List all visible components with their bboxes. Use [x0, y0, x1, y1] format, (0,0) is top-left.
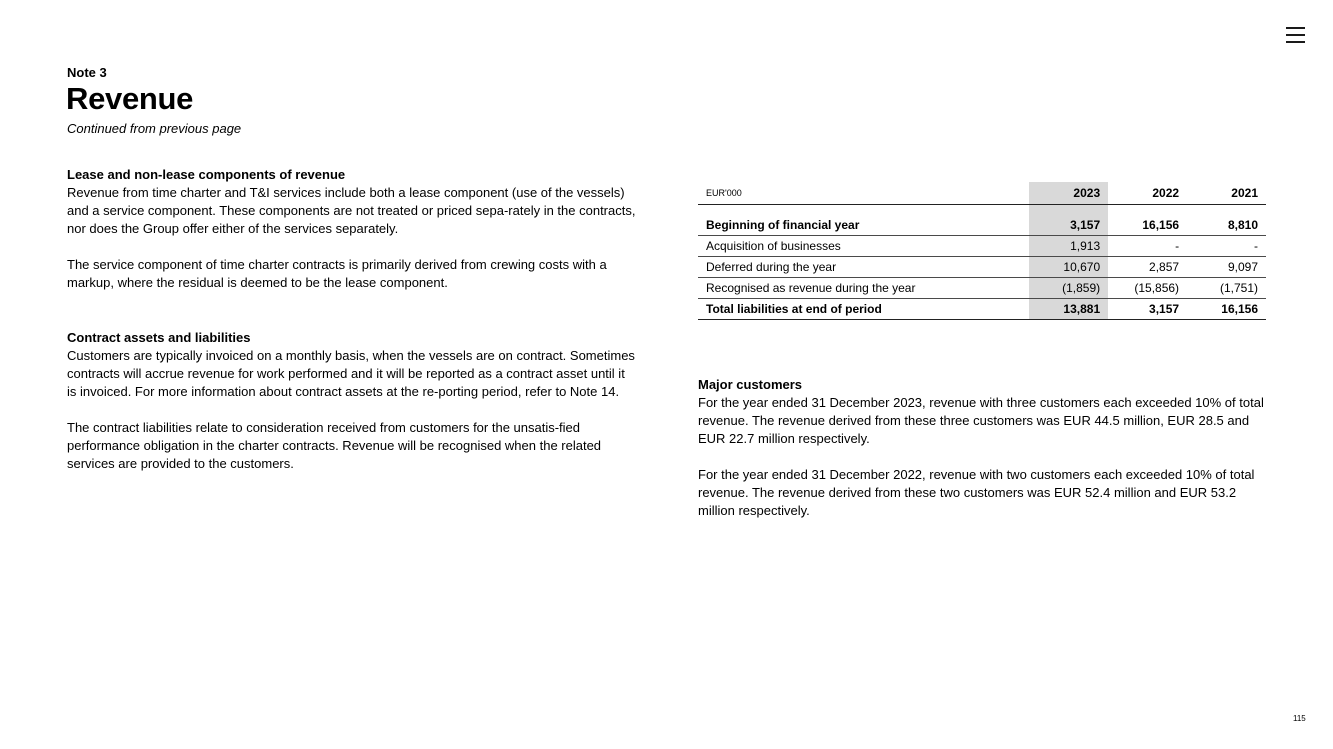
continued-note: Continued from previous page [67, 121, 242, 136]
hamburger-menu-icon[interactable] [1286, 26, 1306, 46]
cell-2021: (1,751) [1187, 278, 1266, 299]
cell-2021: - [1187, 236, 1266, 257]
table-row [698, 215, 1266, 236]
cell-2023: (1,859) [1029, 278, 1108, 299]
page-number: 115 [1293, 714, 1306, 723]
cell-2021: 9,097 [1187, 257, 1266, 278]
column-header-2021: 2021 [1187, 182, 1266, 205]
lease-section [67, 166, 637, 292]
contract-section [67, 329, 637, 473]
page-title: Revenue [66, 81, 194, 116]
cell-2022: 2,857 [1108, 257, 1187, 278]
menu-line [1286, 34, 1305, 36]
cell-2023: 3,157 [1029, 215, 1108, 236]
note-label: Note 3 [67, 65, 107, 80]
table-unit-label: EUR'000 [698, 182, 1029, 205]
major-customers-section [698, 376, 1266, 520]
lease-paragraph-2: The service component of time charter contracts is primarily derived from crewing costs with a markup, where the residual is deemed to be the lease component. [67, 257, 607, 290]
table-spacer-row [698, 205, 1266, 216]
major-paragraph-1: For the year ended 31 December 2023, revenue with three customers each exceeded 10% of total revenue. The revenue derived from these three customers was EUR 44.5 million, EUR 28.5 and EUR 22.7 million respectively. [698, 395, 1264, 446]
contract-paragraph-2: The contract liabilities relate to consideration received from customers for the unsatis-fied performance obligation in the charter contracts. Revenue will be recognised when the related services are provided to the customers. [67, 420, 602, 471]
table-row [698, 257, 1266, 278]
cell-2022: 3,157 [1108, 299, 1187, 320]
row-label: Acquisition of businesses [698, 236, 1029, 257]
cell-2022: - [1108, 236, 1187, 257]
cell-2023: 10,670 [1029, 257, 1108, 278]
row-label: Total liabilities at end of period [698, 299, 1029, 320]
cell-2023: 1,913 [1029, 236, 1108, 257]
cell-2022: 16,156 [1108, 215, 1187, 236]
table-header-row [698, 182, 1266, 205]
lease-heading: Lease and non-lease components of revenue [67, 167, 346, 182]
cell-2021: 16,156 [1187, 299, 1266, 320]
major-heading: Major customers [698, 377, 803, 392]
contract-liabilities-table [698, 182, 1266, 320]
column-header-2022: 2022 [1108, 182, 1187, 205]
menu-line [1286, 41, 1305, 43]
column-header-2023: 2023 [1029, 182, 1108, 205]
major-paragraph-2: For the year ended 31 December 2022, revenue with two customers each exceeded 10% of total revenue. The revenue derived from these two customers was EUR 52.4 million and EUR 53.2 million respectively. [698, 467, 1255, 518]
row-label: Deferred during the year [698, 257, 1029, 278]
row-label: Beginning of financial year [698, 215, 1029, 236]
table-total-row [698, 299, 1266, 320]
lease-paragraph-1: Revenue from time charter and T&I services include both a lease component (use of the vessels) and a service component. These components are not treated or priced sepa-rately in the contracts, nor does the Group offer either of the services separately. [67, 185, 636, 236]
table-row [698, 236, 1266, 257]
row-label: Recognised as revenue during the year [698, 278, 1029, 299]
cell-2023: 13,881 [1029, 299, 1108, 320]
cell-2022: (15,856) [1108, 278, 1187, 299]
table-row [698, 278, 1266, 299]
contract-paragraph-1: Customers are typically invoiced on a monthly basis, when the vessels are on contract. Sometimes contracts will accrue revenue for work performed and it will be reported as a contract asset until it is invoiced. For more information about contract assets at the re-porting period, refer to Note 14. [67, 348, 635, 399]
contract-heading: Contract assets and liabilities [67, 330, 251, 345]
cell-2021: 8,810 [1187, 215, 1266, 236]
menu-line [1286, 27, 1305, 29]
